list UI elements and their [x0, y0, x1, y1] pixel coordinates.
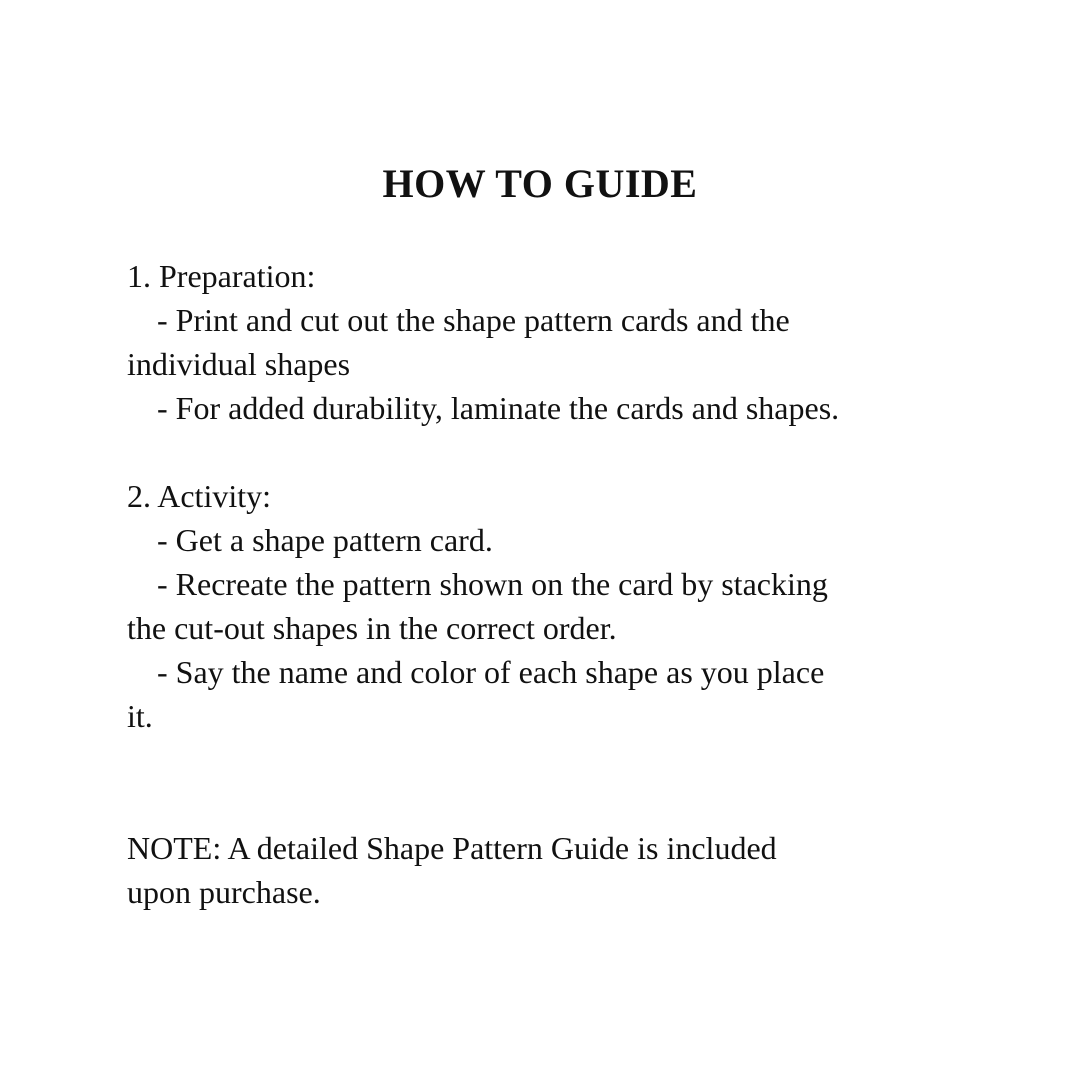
instruction-line: - Recreate the pattern shown on the card by stacking: [157, 566, 828, 602]
section-preparation: [127, 254, 977, 430]
instruction-line: - Get a shape pattern card.: [157, 522, 493, 558]
page-title: HOW TO GUIDE: [382, 161, 698, 206]
note-line: upon purchase.: [127, 874, 321, 910]
section-activity: [127, 474, 977, 738]
instruction-line-continued: individual shapes: [127, 346, 351, 382]
section-spacer: [127, 430, 977, 474]
guide-body: [127, 254, 977, 914]
purchase-note: [127, 826, 977, 914]
instruction-line-continued: the cut-out shapes in the correct order.: [127, 610, 617, 646]
note-spacer: [127, 738, 977, 826]
instruction-line: - For added durability, laminate the cards and shapes.: [157, 390, 840, 426]
section-heading: 2. Activity:: [127, 478, 271, 514]
instruction-line: - Say the name and color of each shape as you place: [157, 654, 825, 690]
instruction-line: - Print and cut out the shape pattern cards and the: [157, 302, 790, 338]
note-line: NOTE: A detailed Shape Pattern Guide is included: [127, 830, 777, 866]
instruction-line-continued: it.: [127, 698, 153, 734]
section-heading: 1. Preparation:: [127, 258, 316, 294]
